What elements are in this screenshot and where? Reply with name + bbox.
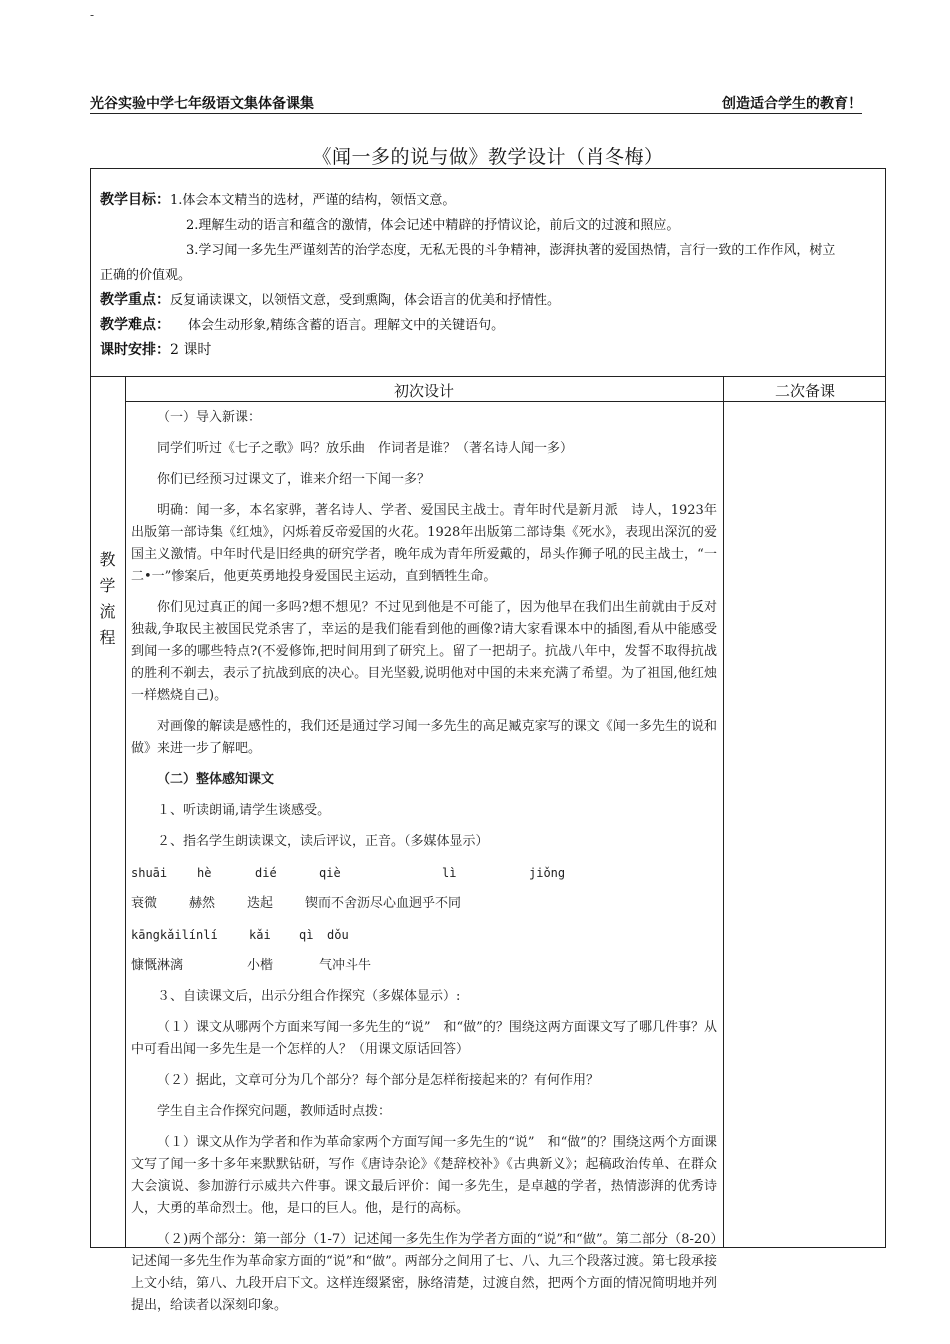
- section-heading-overview: （二）整体感知课文: [157, 772, 275, 787]
- pinyin: shuāi: [131, 866, 168, 880]
- corner-mark: -: [90, 8, 95, 22]
- focus-text: 反复诵读课文，以领悟文意，受到熏陶，体会语言的优美和抒情性。: [170, 293, 561, 308]
- header-slogan: 创造适合学生的教育！: [722, 96, 862, 112]
- word-row-1: [131, 893, 717, 915]
- header-row-divider: [125, 401, 885, 402]
- pinyin-row-2: [131, 924, 717, 946]
- goal-label: 教学目标：: [100, 192, 170, 208]
- difficulty-line: [100, 314, 504, 334]
- header-school-title: 光谷实验中学七年级语文集体备课集: [90, 96, 314, 112]
- paragraph: 同学们听过《七子之歌》吗？放乐曲 作词者是谁？（著名诗人闻一多）: [157, 441, 574, 456]
- column-header-initial-design: 初次设计: [393, 382, 454, 400]
- vocab-word: 气冲斗牛: [319, 958, 372, 973]
- vocab-word: 赫然: [189, 896, 216, 911]
- goal-1: 1.体会本文精当的选材，严谨的结构，领悟文意。: [170, 193, 456, 208]
- paragraph: （２)两个部分：第一部分（1-7）记述闻一多先生作为学者方面的“说”和“做”。第二部分（8-20）记述闻一多先生作为革命家方面的“说”和“做”。两部分之间用了七、八、九三个段落过渡。第七段承接上文小结，第八、九段开启下文。这样连缀紧密，脉络清楚，过渡自然，把两个方面的情况简明地并列提出，给读者以深刻印象。: [131, 1232, 717, 1313]
- paragraph: 学生自主合作探究问题，教师适时点拨：: [157, 1104, 392, 1119]
- schedule-label: 课时安排：: [100, 342, 170, 358]
- paragraph: （２）据此，文章可分为几个部分？每个部分是怎样衔接起来的？有何作用？: [157, 1073, 600, 1088]
- pinyin-row-1: [131, 862, 717, 884]
- pinyin: qiè: [319, 866, 341, 880]
- side-label-teaching-process: [91, 547, 125, 651]
- schedule-line: [100, 339, 211, 359]
- difficulty-label: 教学难点：: [100, 317, 170, 333]
- goal-3a: 3.学习闻一多先生严谨刻苦的治学态度，无私无畏的斗争精神，澎湃执著的爱国热情，言行一致的工作作风，树立: [186, 243, 836, 258]
- pinyin: jiǒng: [529, 866, 566, 880]
- vocab-word: 锲而不舍沥尽心血迥乎不同: [305, 896, 462, 911]
- running-header: [90, 93, 862, 114]
- paragraph: １、听读朗诵,请学生谈感受。: [157, 803, 331, 818]
- lesson-content: [131, 407, 717, 1326]
- vocab-word: 迭起: [247, 896, 274, 911]
- column-header-second-prep: 二次备课: [774, 382, 835, 400]
- column-divider-right: [723, 377, 724, 1247]
- difficulty-text: 体会生动形象,精练含蓄的语言。理解文中的关键语句。: [188, 318, 505, 333]
- paragraph: 你们已经预习过课文了，谁来介绍一下闻一多？: [157, 472, 431, 487]
- schedule-text: 2 课时: [170, 342, 212, 358]
- paragraph: ３、自读课文后，出示分组合作探究（多媒体显示）:: [157, 989, 461, 1004]
- focus-line: [100, 289, 560, 309]
- paragraph: （１）课文从哪两个方面来写闻一多先生的“说” 和“做”的？围绕这两方面课文写了哪几件事？从中可看出闻一多先生是一个怎样的人？（用课文原话回答）: [131, 1020, 717, 1057]
- pinyin: qì: [299, 928, 314, 942]
- paragraph: 你们见过真正的闻一多吗?想不想见？不过见到他是不可能了，因为他早在我们出生前就由于反对独裁,争取民主被国民党杀害了，幸运的是我们能看到他的画像?请大家看课本中的插图,看从中能感受到闻一多的哪些特点?(不爱修饰,把时间用到了研究上。留了一把胡子。抗战八年中，发誓不取得抗战的胜利不剃去，表示了抗战到底的决心。目光坚毅,说明他对中国的未来充满了希望。为了祖国,他红烛一样燃烧自己)。: [131, 600, 717, 703]
- paragraph: ２、指名学生朗读课文，读后评议，正音。（多媒体显示）: [157, 834, 489, 849]
- teaching-objectives-box: [90, 168, 886, 377]
- pinyin: lì: [442, 866, 457, 880]
- column-divider-left: [125, 377, 126, 1247]
- side-char: 教: [99, 550, 117, 569]
- paragraph: 对画像的解读是感性的，我们还是通过学习闻一多先生的高足臧克家写的课文《闻一多先生的说和做》来进一步了解吧。: [131, 719, 717, 756]
- paragraph: （１）课文从作为学者和作为革命家两个方面写闻一多先生的“说” 和“做”的？围绕这两个方面课文写了闻一多十多年来默默钻研，写作《唐诗杂论》《楚辞校补》《古典新义》；起稿政治传单、在群众大会演说、参加游行示威共六件事。课文最后评价：闻一多先生，是卓越的学者，热情澎湃的优秀诗人，大勇的革命烈士。他，是口的巨人。他，是行的高标。: [131, 1135, 717, 1216]
- goal-3b: 正确的价值观。: [100, 268, 192, 283]
- goal-line-1: [100, 189, 455, 209]
- pinyin: kāngkǎilínlí: [131, 928, 218, 942]
- goal-2: 2.理解生动的语言和蕴含的激情，体会记述中精辟的抒情议论，前后文的过渡和照应。: [186, 218, 680, 233]
- side-char: 流: [99, 602, 117, 621]
- vocab-word: 小楷: [247, 958, 274, 973]
- side-char: 学: [99, 576, 117, 595]
- vocab-word: 衰微: [131, 896, 158, 911]
- paragraph: 明确：闻一多，本名家骅，著名诗人、学者、爱国民主战士。青年时代是新月派 诗人，1923年出版第一部诗集《红烛》，闪烁着反帝爱国的火花。1928年出版第二部诗集《死水》，表现出深沉的爱国主义激情。中年时代是旧经典的研究学者，晚年成为青年所爱戴的，昂头作狮子吼的民主战士，“一二•一”惨案后，他更英勇地投身爱国民主运动，直到牺牲生命。: [131, 503, 717, 584]
- pinyin: hè: [197, 866, 212, 880]
- section-heading-intro: （一）导入新课：: [157, 410, 262, 425]
- pinyin: dié: [255, 866, 277, 880]
- pinyin: kǎi: [249, 928, 271, 942]
- lesson-flow-table: [90, 376, 886, 1313]
- vocab-word: 慷慨淋漓: [131, 958, 184, 973]
- document-title: 《闻一多的说与做》教学设计（肖冬梅）: [312, 146, 664, 168]
- side-char: 程: [99, 628, 117, 647]
- pinyin: dǒu: [327, 928, 349, 942]
- word-row-2: [131, 955, 717, 977]
- focus-label: 教学重点：: [100, 292, 170, 308]
